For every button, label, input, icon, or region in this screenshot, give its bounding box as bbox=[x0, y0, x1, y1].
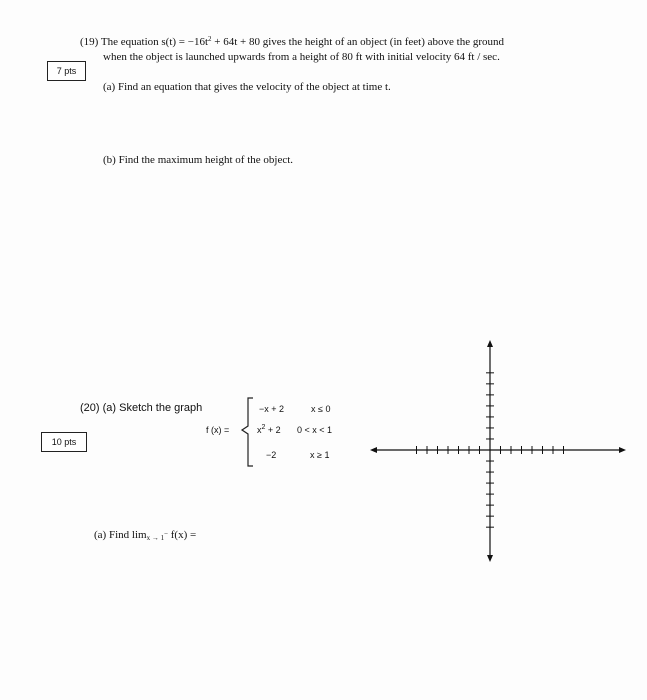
coordinate-axes bbox=[368, 338, 628, 564]
q19-number: (19) bbox=[80, 36, 99, 48]
q19-equation-part2: + 64t + 80 gives the height of an object (in feet) above the ground bbox=[211, 36, 505, 48]
case2-expr-rest: + 2 bbox=[265, 425, 281, 435]
x-axis-right-arrow bbox=[619, 447, 626, 453]
q19-equation-part1: The equation s(t) = −16t bbox=[100, 36, 208, 48]
q20-title: (20) (a) Sketch the graph bbox=[80, 402, 203, 414]
limit-prefix: (a) Find lim bbox=[94, 529, 147, 541]
q19-points: 7 pts bbox=[56, 66, 77, 76]
limit-subscript: x → 1− bbox=[146, 530, 169, 542]
case2-cond: 0 < x < 1 bbox=[297, 425, 333, 435]
case2-expr bbox=[257, 425, 281, 435]
function-label: f (x) = bbox=[206, 425, 230, 435]
x-axis-left-arrow bbox=[370, 447, 377, 453]
case2-expr-exponent: 2 bbox=[261, 424, 266, 431]
case2-expr-base: x bbox=[257, 425, 262, 435]
limit-suffix: f(x) = bbox=[168, 529, 197, 541]
q19-part-a: (a) Find an equation that gives the velocity of the object at time t. bbox=[103, 81, 391, 93]
q20-points: 10 pts bbox=[51, 437, 77, 447]
q19-equation-exponent: 2 bbox=[208, 35, 212, 43]
y-axis-top-arrow bbox=[487, 340, 493, 347]
limit-question bbox=[94, 529, 196, 541]
case3-cond: x ≥ 1 bbox=[310, 450, 330, 460]
q20-points-box bbox=[41, 432, 87, 452]
q19-part-b: (b) Find the maximum height of the object. bbox=[103, 154, 294, 166]
q19-line1 bbox=[80, 36, 504, 48]
case1-cond: x ≤ 0 bbox=[311, 404, 331, 414]
case3-expr: −2 bbox=[266, 450, 277, 460]
y-axis-bottom-arrow bbox=[487, 555, 493, 562]
q19-points-box bbox=[47, 61, 86, 81]
q19-line2: when the object is launched upwards from a height of 80 ft with initial velocity 64 ft / sec. bbox=[103, 51, 500, 63]
piecewise-brace bbox=[239, 396, 255, 468]
case1-expr: −x + 2 bbox=[259, 404, 285, 414]
